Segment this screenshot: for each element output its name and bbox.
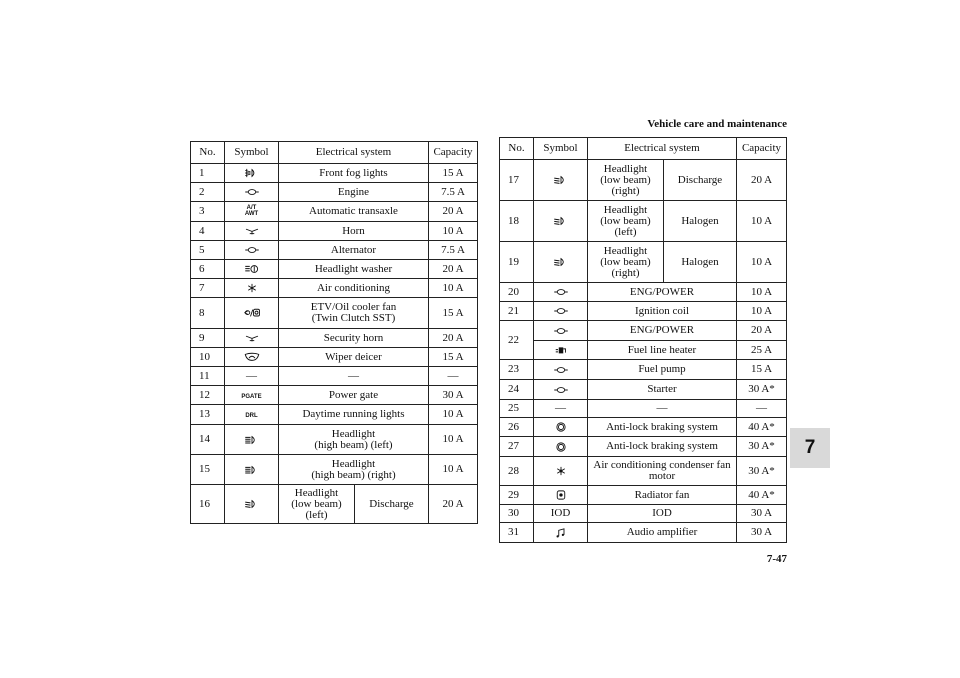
- fuse-number: 3: [191, 202, 225, 222]
- fuse-number: 8: [191, 298, 225, 329]
- symbol-cell: [225, 329, 279, 348]
- pgate-text-icon: PGATE: [241, 393, 262, 400]
- fuse-number: 15: [191, 455, 225, 485]
- electrical-system: Automatic transaxle: [279, 202, 429, 222]
- electrical-system: Headlight (high beam) (right): [279, 455, 429, 485]
- symbol-cell: [225, 260, 279, 279]
- electrical-system: Horn: [279, 222, 429, 241]
- fuse-capacity: 20 A: [429, 329, 478, 348]
- symbol-cell: [225, 485, 279, 524]
- electrical-system: Headlight (low beam) (left): [279, 485, 355, 524]
- electrical-system: ETV/Oil cooler fan (Twin Clutch SST): [279, 298, 429, 329]
- table-row: [191, 222, 478, 241]
- symbol-cell: [534, 341, 588, 360]
- fuse-number: 4: [191, 222, 225, 241]
- fuse-number: 31: [500, 523, 534, 543]
- fuse-number: 7: [191, 279, 225, 298]
- fuse-capacity: 30 A: [737, 523, 787, 543]
- fuse-number: 12: [191, 386, 225, 405]
- electrical-system: Air conditioning: [279, 279, 429, 298]
- fuse-icon: [551, 305, 571, 318]
- fuse-number: 5: [191, 241, 225, 260]
- electrical-system: Alternator: [279, 241, 429, 260]
- electrical-system: Engine: [279, 183, 429, 202]
- fuse-capacity: 15 A: [429, 348, 478, 367]
- symbol-cell: [534, 418, 588, 437]
- electrical-system: —: [588, 400, 737, 418]
- fuse-fan-icon: [242, 307, 262, 320]
- fuse-number: 10: [191, 348, 225, 367]
- electrical-system: Anti-lock braking system: [588, 418, 737, 437]
- headlight-type: Halogen: [664, 201, 737, 242]
- symbol-cell: [225, 222, 279, 241]
- table-row: [500, 341, 787, 360]
- table-row: [191, 329, 478, 348]
- electrical-system: Headlight (low beam) (right): [588, 160, 664, 201]
- fuel-line-heater-icon: [551, 344, 571, 357]
- symbol-cell: [225, 202, 279, 222]
- fuse-icon: [551, 286, 571, 299]
- symbol-cell: [225, 405, 279, 425]
- fuse-number: 19: [500, 242, 534, 283]
- fuse-capacity: 10 A: [737, 242, 787, 283]
- table-row: [500, 283, 787, 302]
- fuse-number: 17: [500, 160, 534, 201]
- table-row: [191, 183, 478, 202]
- table-row: [191, 455, 478, 485]
- electrical-system: —: [279, 367, 429, 386]
- headlight-washer-icon: [242, 263, 262, 276]
- fuse-icon: [242, 244, 262, 257]
- fuse-capacity: —: [737, 400, 787, 418]
- table-row: [191, 485, 478, 524]
- fuse-capacity: 10 A: [737, 283, 787, 302]
- symbol-cell: [225, 425, 279, 455]
- symbol-cell: [534, 201, 588, 242]
- fuse-capacity: —: [429, 367, 478, 386]
- symbol-cell: [534, 360, 588, 380]
- fuse-capacity: 10 A: [429, 425, 478, 455]
- headlight-low-beam-icon: [242, 498, 262, 511]
- fuse-capacity: 20 A: [429, 260, 478, 279]
- symbol-cell: [534, 486, 588, 505]
- fuse-capacity: 40 A*: [737, 418, 787, 437]
- fuse-capacity: 10 A: [429, 405, 478, 425]
- table-row: [500, 486, 787, 505]
- electrical-system: Headlight (high beam) (left): [279, 425, 429, 455]
- electrical-system: Headlight washer: [279, 260, 429, 279]
- electrical-system: Ignition coil: [588, 302, 737, 321]
- headlight-type: Discharge: [355, 485, 429, 524]
- front-fog-light-icon: [242, 167, 262, 180]
- headlight-low-beam-icon: [551, 215, 571, 228]
- table-row: [191, 425, 478, 455]
- fuse-number: 18: [500, 201, 534, 242]
- fuse-capacity: 15 A: [429, 298, 478, 329]
- electrical-system: Headlight (low beam) (left): [588, 201, 664, 242]
- electrical-system: Radiator fan: [588, 486, 737, 505]
- running-header: Vehicle care and maintenance: [647, 118, 787, 130]
- fuse-capacity: 20 A: [737, 160, 787, 201]
- fuse-capacity: 10 A: [429, 222, 478, 241]
- electrical-system: Starter: [588, 380, 737, 400]
- fuse-number: 1: [191, 164, 225, 183]
- symbol-cell: [534, 437, 588, 457]
- electrical-system: Air conditioning condenser fan motor: [588, 457, 737, 486]
- fuse-capacity: 30 A: [429, 386, 478, 405]
- symbol-cell: —: [225, 367, 279, 386]
- column-header-capacity: Capacity: [737, 138, 787, 160]
- electrical-system: IOD: [588, 505, 737, 523]
- column-header-no: No.: [191, 142, 225, 164]
- table-row: [500, 201, 787, 242]
- electrical-system: Anti-lock braking system: [588, 437, 737, 457]
- fuse-number: 21: [500, 302, 534, 321]
- fuse-capacity: 7.5 A: [429, 183, 478, 202]
- symbol-cell: [534, 380, 588, 400]
- table-row: [191, 164, 478, 183]
- fuse-number: 25: [500, 400, 534, 418]
- symbol-cell: [534, 160, 588, 201]
- symbol-cell: [225, 241, 279, 260]
- symbol-cell: [534, 321, 588, 341]
- fuse-capacity: 30 A: [737, 505, 787, 523]
- symbol-cell: [534, 523, 588, 543]
- table-row: [500, 523, 787, 543]
- symbol-cell: [534, 283, 588, 302]
- fuse-icon: [551, 324, 571, 337]
- fuse-number: 24: [500, 380, 534, 400]
- fuse-capacity: 25 A: [737, 341, 787, 360]
- table-header-row: [500, 138, 787, 160]
- electrical-system: ENG/POWER: [588, 283, 737, 302]
- symbol-cell: [225, 183, 279, 202]
- table-row: [500, 505, 787, 523]
- headlight-type: Halogen: [664, 242, 737, 283]
- fuse-capacity: 30 A*: [737, 457, 787, 486]
- headlight-low-beam-icon: [551, 174, 571, 187]
- fuse-capacity: 20 A: [429, 485, 478, 524]
- symbol-cell: —: [534, 400, 588, 418]
- fuse-capacity: 30 A*: [737, 437, 787, 457]
- fuse-icon: [551, 383, 571, 396]
- fuse-capacity: 10 A: [429, 279, 478, 298]
- table-row: [500, 437, 787, 457]
- electrical-system: Power gate: [279, 386, 429, 405]
- symbol-cell: [534, 457, 588, 486]
- headlight-high-beam-icon: [242, 463, 262, 476]
- fuse-number: 30: [500, 505, 534, 523]
- fuse-number: 29: [500, 486, 534, 505]
- fuse-capacity: 10 A: [737, 201, 787, 242]
- fuse-number: 6: [191, 260, 225, 279]
- fuse-number: 28: [500, 457, 534, 486]
- fuse-capacity: 7.5 A: [429, 241, 478, 260]
- column-header-no: No.: [500, 138, 534, 160]
- electrical-system: Fuel line heater: [588, 341, 737, 360]
- symbol-cell: [225, 298, 279, 329]
- fuse-table-left: [190, 141, 478, 524]
- table-row: [500, 302, 787, 321]
- wiper-deicer-icon: [242, 351, 262, 364]
- fuse-number: 20: [500, 283, 534, 302]
- column-header-symbol: Symbol: [534, 138, 588, 160]
- table-row: [500, 321, 787, 341]
- symbol-cell: [225, 455, 279, 485]
- table-row: [191, 386, 478, 405]
- table-row: [191, 298, 478, 329]
- fuse-number: 27: [500, 437, 534, 457]
- table-header-row: [191, 142, 478, 164]
- table-row: [500, 400, 787, 418]
- headlight-low-beam-icon: [551, 256, 571, 269]
- table-row: [500, 242, 787, 283]
- table-row: [191, 202, 478, 222]
- table-row: [191, 405, 478, 425]
- fuse-capacity: 40 A*: [737, 486, 787, 505]
- fuse-number: 13: [191, 405, 225, 425]
- chapter-tab: 7: [790, 428, 830, 468]
- symbol-cell: [225, 386, 279, 405]
- table-row: [500, 457, 787, 486]
- table-row: [500, 380, 787, 400]
- fuse-number: 2: [191, 183, 225, 202]
- electrical-system: Fuel pump: [588, 360, 737, 380]
- fuse-number: 11: [191, 367, 225, 386]
- table-row: [191, 348, 478, 367]
- column-header-system: Electrical system: [588, 138, 737, 160]
- table-row: [191, 279, 478, 298]
- fuse-capacity: 15 A: [737, 360, 787, 380]
- fuse-icon: [551, 363, 571, 376]
- fuse-number: 14: [191, 425, 225, 455]
- fuse-capacity: 20 A: [737, 321, 787, 341]
- fuse-capacity: 10 A: [737, 302, 787, 321]
- headlight-type: Discharge: [664, 160, 737, 201]
- column-header-capacity: Capacity: [429, 142, 478, 164]
- abs-icon: [551, 421, 571, 434]
- abs-icon: [551, 440, 571, 453]
- fuse-number: 22: [500, 321, 534, 360]
- electrical-system: ENG/POWER: [588, 321, 737, 341]
- symbol-cell: [225, 348, 279, 367]
- fuse-capacity: 20 A: [429, 202, 478, 222]
- horn-icon: [242, 332, 262, 345]
- electrical-system: Daytime running lights: [279, 405, 429, 425]
- audio-amplifier-icon: [551, 526, 571, 539]
- fuse-capacity: 10 A: [429, 455, 478, 485]
- table-row: [500, 360, 787, 380]
- headlight-high-beam-icon: [242, 433, 262, 446]
- page-number: 7-47: [766, 553, 787, 565]
- ac-condenser-fan-icon: [551, 465, 571, 478]
- electrical-system: Security horn: [279, 329, 429, 348]
- horn-icon: [242, 225, 262, 238]
- electrical-system: Wiper deicer: [279, 348, 429, 367]
- column-header-symbol: Symbol: [225, 142, 279, 164]
- column-header-system: Electrical system: [279, 142, 429, 164]
- fuse-number: 26: [500, 418, 534, 437]
- electrical-system: Headlight (low beam) (right): [588, 242, 664, 283]
- symbol-cell: [225, 279, 279, 298]
- table-row: [500, 160, 787, 201]
- fuse-capacity: 15 A: [429, 164, 478, 183]
- symbol-cell: [534, 302, 588, 321]
- at-awt-text-icon: A/T AWT: [244, 205, 259, 217]
- table-row: [191, 367, 478, 386]
- air-conditioning-icon: [242, 282, 262, 295]
- table-row: [500, 418, 787, 437]
- table-row: [191, 241, 478, 260]
- symbol-cell: [534, 242, 588, 283]
- drl-text-icon: DRL: [245, 413, 258, 419]
- symbol-cell: [225, 164, 279, 183]
- fuse-number: 16: [191, 485, 225, 524]
- fuse-icon: [242, 186, 262, 199]
- electrical-system: Front fog lights: [279, 164, 429, 183]
- fuse-capacity: 30 A*: [737, 380, 787, 400]
- fuse-table-right: [499, 137, 787, 543]
- table-row: [191, 260, 478, 279]
- radiator-fan-icon: [551, 489, 571, 502]
- electrical-system: Audio amplifier: [588, 523, 737, 543]
- fuse-number: 23: [500, 360, 534, 380]
- fuse-number: 9: [191, 329, 225, 348]
- symbol-cell: IOD: [534, 505, 588, 523]
